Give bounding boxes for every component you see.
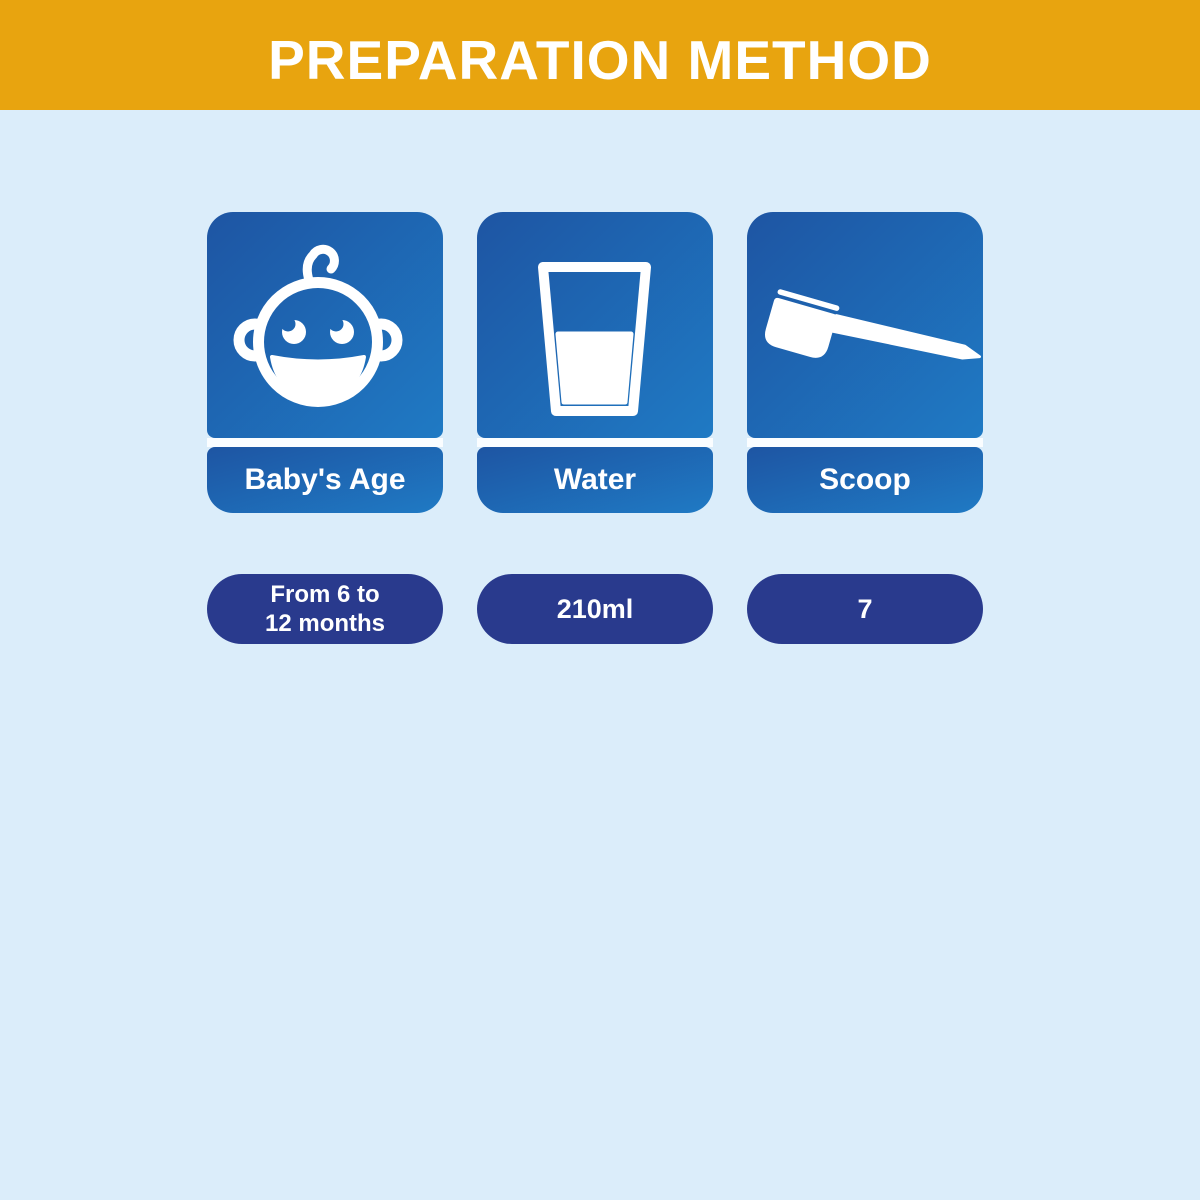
page-title: PREPARATION METHOD <box>268 29 932 91</box>
card-water-label: Water <box>477 447 713 513</box>
water-glass-icon <box>477 212 713 438</box>
value-pill-scoop <box>747 574 983 644</box>
card-divider <box>207 438 443 447</box>
card-water-icon-area <box>477 212 713 438</box>
babys-age-value-line1: From 6 to <box>270 581 380 608</box>
babys-age-value-line2: 12 months <box>264 610 386 637</box>
card-scoop-icon-area <box>747 212 983 438</box>
card-babys-age-label: Baby's Age <box>207 447 443 513</box>
card-divider <box>477 438 713 447</box>
value-pill-water <box>477 574 713 644</box>
card-scoop <box>747 212 983 513</box>
card-babys-age-icon-area <box>207 212 443 438</box>
value-pill-babys-age <box>207 574 443 644</box>
baby-face-icon <box>207 212 443 438</box>
banner <box>0 0 1200 110</box>
card-water <box>477 212 713 513</box>
scoop-icon <box>747 212 983 438</box>
card-babys-age <box>207 212 443 513</box>
scoop-value: 7 <box>857 594 873 624</box>
card-divider <box>747 438 983 447</box>
water-value: 210ml <box>556 594 634 624</box>
card-scoop-label: Scoop <box>747 447 983 513</box>
